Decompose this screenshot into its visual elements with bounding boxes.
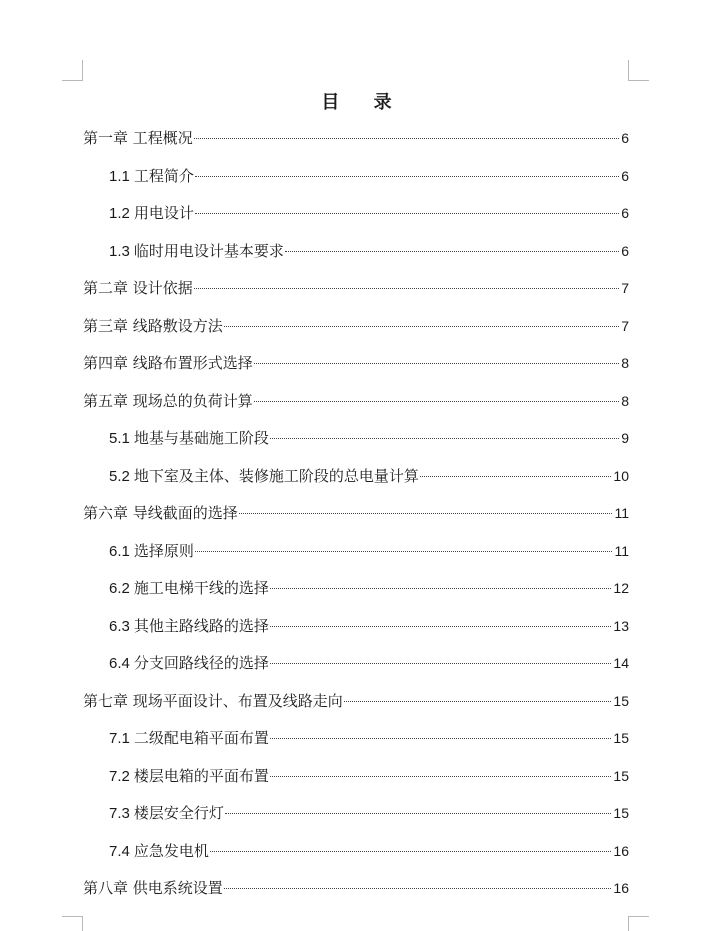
toc-entry-label — [83, 350, 253, 376]
toc-entry-label — [83, 500, 238, 526]
toc-entry[interactable] — [83, 875, 629, 913]
toc-page-number: 10 — [613, 467, 629, 484]
toc-entry[interactable] — [83, 125, 629, 163]
toc-entry-number: 7.2 — [109, 767, 130, 785]
toc-entry-text: 二级配电箱平面布置 — [133, 729, 269, 747]
crop-mark-top-right — [628, 60, 649, 81]
toc-entry[interactable] — [83, 800, 629, 838]
toc-entry-text: 第七章 现场平面设计、布置及线路走向 — [83, 691, 343, 710]
toc-entry[interactable] — [83, 275, 629, 313]
toc-entry[interactable] — [83, 238, 629, 276]
toc-entry-text: 第一章 工程概况 — [83, 129, 193, 147]
toc-entry-number: 6.1 — [109, 542, 130, 560]
toc-entry[interactable] — [83, 200, 629, 238]
toc-entry-label — [83, 125, 193, 151]
toc-page-number: 16 — [613, 880, 629, 896]
toc-entry-number: 6.2 — [109, 580, 130, 597]
toc-entry-text: 选择原则 — [133, 541, 194, 560]
toc-dot-leader — [270, 776, 612, 777]
toc-dot-leader — [194, 138, 619, 139]
toc-entry-text: 地下室及主体、装修施工阶段的总电量计算 — [133, 466, 419, 485]
toc-entry-label — [109, 800, 224, 827]
toc-entry[interactable] — [83, 388, 629, 426]
toc-dot-leader — [270, 438, 619, 439]
toc-entry-number: 6.3 — [109, 617, 130, 635]
toc-entry-text: 第二章 设计依据 — [83, 279, 193, 297]
toc-dot-leader — [224, 326, 619, 327]
toc-entry[interactable] — [83, 463, 629, 501]
toc-entry[interactable] — [83, 838, 629, 876]
toc-dot-leader — [344, 701, 612, 702]
toc-page-number: 8 — [621, 355, 629, 371]
toc-page-number: 7 — [621, 317, 629, 334]
toc-title: 目 录 — [321, 92, 406, 113]
toc-page-number: 15 — [613, 767, 629, 784]
toc-page-number: 14 — [613, 655, 629, 671]
toc-page-number: 6 — [621, 205, 629, 221]
toc-entry[interactable] — [83, 425, 629, 463]
toc-entry-label — [109, 200, 194, 227]
toc-page-number: 6 — [621, 167, 629, 184]
toc-dot-leader — [270, 626, 612, 627]
toc-entry-label — [83, 875, 223, 901]
toc-entry-label — [109, 463, 419, 490]
toc-entry-label — [83, 688, 343, 714]
toc-entry[interactable] — [83, 688, 629, 726]
toc-dot-leader — [420, 476, 612, 477]
table-of-contents — [83, 125, 629, 913]
toc-page-number: 15 — [613, 692, 629, 709]
toc-page-number: 8 — [621, 392, 629, 409]
toc-entry-label — [109, 725, 269, 752]
toc-entry-text: 第八章 供电系统设置 — [83, 879, 223, 897]
toc-dot-leader — [225, 813, 612, 814]
toc-entry-text: 第六章 导线截面的选择 — [83, 504, 238, 522]
toc-entry[interactable] — [83, 500, 629, 538]
toc-entry-text: 分支回路线径的选择 — [133, 654, 269, 672]
toc-entry-text: 地基与基础施工阶段 — [133, 429, 269, 447]
toc-entry-label — [83, 313, 223, 339]
toc-dot-leader — [254, 401, 619, 402]
toc-page-number: 6 — [621, 130, 629, 146]
toc-entry-number: 5.2 — [109, 467, 130, 485]
toc-dot-leader — [195, 213, 619, 214]
toc-entry-text: 临时用电设计基本要求 — [133, 241, 284, 260]
crop-mark-top-left — [62, 60, 83, 81]
toc-entry[interactable] — [83, 725, 629, 763]
toc-entry[interactable] — [83, 163, 629, 201]
toc-page-number: 11 — [614, 542, 629, 559]
toc-dot-leader — [224, 888, 612, 889]
toc-dot-leader — [285, 251, 619, 252]
toc-entry[interactable] — [83, 650, 629, 688]
toc-entry-number: 1.3 — [109, 242, 130, 260]
toc-entry-text: 第四章 线路布置形式选择 — [83, 354, 253, 372]
toc-dot-leader — [254, 363, 619, 364]
toc-dot-leader — [194, 288, 619, 289]
toc-entry[interactable] — [83, 313, 629, 351]
toc-entry-text: 第三章 线路敷设方法 — [83, 316, 223, 335]
toc-entry[interactable] — [83, 350, 629, 388]
toc-entry-label — [83, 388, 253, 414]
toc-entry-label — [109, 238, 284, 265]
toc-page-number: 7 — [621, 280, 629, 296]
toc-entry-number: 7.1 — [109, 730, 130, 747]
toc-dot-leader — [195, 176, 619, 177]
toc-entry-label — [83, 275, 193, 301]
toc-page-number: 12 — [613, 580, 629, 596]
toc-entry-label — [109, 163, 194, 190]
toc-dot-leader — [270, 738, 612, 739]
toc-dot-leader — [239, 513, 613, 514]
toc-entry-number: 1.2 — [109, 205, 130, 222]
toc-dot-leader — [195, 551, 613, 552]
toc-entry-label — [109, 538, 194, 565]
toc-page-number: 6 — [621, 242, 629, 259]
toc-entry-number: 5.1 — [109, 430, 130, 447]
toc-entry-text: 第五章 现场总的负荷计算 — [83, 391, 253, 410]
toc-entry-label — [109, 575, 269, 602]
toc-entry[interactable] — [83, 538, 629, 576]
toc-entry-label — [109, 613, 269, 640]
toc-entry-text: 用电设计 — [133, 204, 194, 222]
toc-entry-text: 楼层安全行灯 — [133, 804, 224, 822]
toc-page-number: 9 — [621, 430, 629, 446]
toc-entry-text: 工程简介 — [133, 166, 194, 185]
toc-dot-leader — [270, 663, 612, 664]
toc-page-number: 16 — [613, 842, 629, 859]
toc-entry-number: 7.3 — [109, 805, 130, 822]
toc-entry-number: 6.4 — [109, 655, 130, 672]
toc-entry-label — [109, 650, 269, 677]
toc-entry-number: 1.1 — [109, 167, 130, 185]
toc-page-number: 13 — [613, 617, 629, 634]
toc-entry[interactable] — [83, 575, 629, 613]
toc-page-number: 11 — [614, 505, 629, 521]
toc-entry-text: 其他主路线路的选择 — [133, 616, 269, 635]
toc-entry-number: 7.4 — [109, 842, 130, 860]
toc-entry[interactable] — [83, 763, 629, 801]
toc-entry-label — [109, 763, 269, 790]
toc-dot-leader — [270, 588, 612, 589]
toc-entry-label — [109, 838, 209, 865]
toc-entry-text: 楼层电箱的平面布置 — [133, 766, 269, 785]
toc-entry[interactable] — [83, 613, 629, 651]
toc-page-number: 15 — [613, 805, 629, 821]
toc-entry-text: 应急发电机 — [133, 841, 209, 860]
toc-dot-leader — [210, 851, 612, 852]
toc-page-number: 15 — [613, 730, 629, 746]
toc-entry-text: 施工电梯干线的选择 — [133, 579, 269, 597]
toc-entry-label — [109, 425, 269, 452]
